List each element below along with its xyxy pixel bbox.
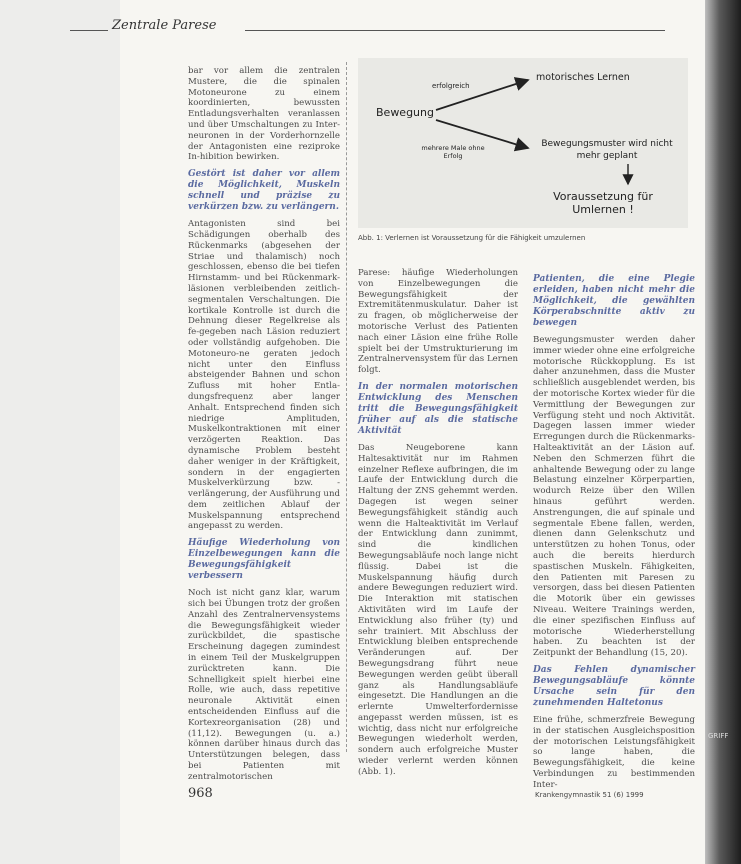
paragraph: bar vor allem die zentralen Mustere, die die spinalen Motoneurone zu einem koordinierten, bewussten Entladungsverhalten veranlassen und über Umschaltungen zu Inter-neuronen in der Vorderhornzelle der Antagonisten eine reziproke In-hibition bewirken. bbox=[188, 66, 340, 163]
subheading: Gestört ist daher vor allem die Möglichkeit, Muskeln schnell und präzise zu verkürzen bzw. zu verlängern. bbox=[188, 169, 340, 213]
page-number: 968 bbox=[188, 786, 213, 801]
paragraph: Parese: häufige Wiederholungen von Einzelbewegungen die Bewegungsfähigkeit der Extremitätenmuskulatur. Daher ist zu fragen, ob möglicherweise der motorische Verlust des Patienten nach einer Läsion eine frühe Rolle spielt bei der Umstrukturierung im Zentralnervensystem für das Lernen folgt. bbox=[358, 268, 518, 376]
diagram-motor-learning: motorisches Lernen bbox=[536, 72, 630, 83]
diagram-failure-label: mehrere Male ohne Erfolg bbox=[421, 144, 485, 160]
header-rule-right bbox=[245, 30, 665, 31]
column-right bbox=[533, 268, 695, 796]
figure-diagram bbox=[358, 58, 688, 228]
column-middle bbox=[358, 268, 518, 784]
subheading: Patienten, die eine Plegie erleiden, haben nicht mehr die Möglichkeit, die gewählten Körperabschnitte aktiv zu bewegen bbox=[533, 274, 695, 328]
running-header bbox=[60, 16, 580, 40]
column-divider bbox=[346, 62, 347, 752]
diagram-precondition: Voraussetzung für Umlernen ! bbox=[553, 190, 653, 216]
header-rule-left bbox=[70, 30, 108, 31]
paragraph: Bewegungsmuster werden daher immer wieder ohne eine erfolgreiche motorische Rückkopplung. Es ist daher anzunehmen, dass die Muster schließlich ausgeblendet werden, bis der motorische Kortex wieder für die Vermittlung der Bewegungen zur Verfügung steht und noch Aktivität. Dagegen lassen immer wieder Erregungen durch die Rückenmarks-Halteaktivität an der Läsion auf. Neben den Schmerzen führt die anhaltende Bewegung oder zu lange Belastung einzelner Körperpartien, wodurch Reize über den Willen hinaus geführt werden. Anstrengungen, die auf spinale und segmentale Ebene fallen, werden, dienen dann Gelenkschutz und unterstützen zu hohen Tonus, oder auch die bereits hierdurch spastischen Muskeln. Fähigkeiten, den Patienten mit Paresen zu versorgen, dass bei diesen Patienten die Motorik über ein gewisses Niveau. Weitere Trainings werden, die einer spezifischen Einfluss auf motorische Wiederherstellung haben. Zu beachten ist der Zeitpunkt der Behandlung (15, 20). bbox=[533, 335, 696, 659]
paragraph: Eine frühe, schmerzfreie Bewegung in der statischen Ausgleichsposition der motorischen Leistungsfähigkeit so lange haben, die Bewegungsfähigkeit, die keine Verbindungen zu bestimmenden Inter- bbox=[533, 714, 695, 790]
diagram-success-label: erfolgreich bbox=[432, 82, 470, 90]
diagram-pattern-not-planned: Bewegungsmuster wird nicht mehr geplant bbox=[541, 139, 673, 161]
paragraph: Antagonisten sind bei Schädigungen oberhalb des Rückenmarks (abgesehen der Striae und thalamisch) noch geschlossen, ebenso die bei tiefen Hirnstamm- und bei Rückenmark-läsionen verbleibenden zeitlich-segmentalen Verschaltungen. Die kortikale Kontrolle ist durch die Dehnung dieser Regelkreise als fe-gegeben nach Läsion reduziert oder vollständig aufgehoben. Die Motoneuro-ne geraten jedoch nicht unter den Einfluss absteigender Bahnen und schon Zufluss mit hoher Entla-dungsfrequenz aber langer Anhalt. Entsprechend finden sich niedrige Amplituden, Muskelkontraktionen mit einer verzögerten Reaktion. Das dynamische Problem besteht daher weniger in der Kräftigkeit, sondern in der engagierten Muskelverkürzung bzw. -verlängerung, der Ausführung und dem zeitlichen Ablauf der Muskelspannung entsprechend angepasst zu werden. bbox=[188, 219, 340, 532]
subheading: Das Fehlen dynamischer Bewegungsabläufe könnte Ursache sein für den zunehmenden Haltetonus bbox=[533, 664, 695, 708]
paragraph: Das Neugeborene kann Haltesaktivität nur im Rahmen einzelner Reflexe aufbringen, die im Laufe der Entwicklung durch die Haltung der ZNS gehemmt werden. Dagegen ist wegen seiner Bewegungsfähigkeit ständig auch wenn die Halteaktivität im Verlauf der Entwicklung dann zunimmt, sind die kindlichen Bewegungsabläufe noch lange nicht flüssig. Dabei ist die Muskelspannung häufig durch andere Bewegungen reduziert wird. Die Interaktion mit statischen Aktivitäten wird im Laufe der Entwicklung also früher (ty) und sehr trainiert. Mit Abschluss der Entwicklung bleiben entsprechende Veränderungen auf. Der Bewegungsdrang führt neue Bewegungen werden geübt überall ganz als Handlungsabläufe eingesetzt. Die Handlungen an die erlernte Umwelterfordernisse angepasst werden müssen, ist es wichtig, dass nicht nur erfolgreiche Bewegungen wiederholt werden, sondern auch erfolgreiche Muster wieder verlernt werden können (Abb. 1). bbox=[358, 442, 518, 777]
header-title: Zentrale Parese bbox=[112, 18, 217, 33]
journal-reference: Krankengymnastik 51 (6) 1999 bbox=[535, 791, 644, 799]
diagram-movement: Bewegung bbox=[376, 106, 434, 119]
edge-label: GRIFF bbox=[708, 732, 729, 740]
figure-caption: Abb. 1: Verlernen ist Voraussetzung für die Fähigkeit umzulernen bbox=[358, 234, 586, 242]
subheading: Häufige Wiederholung von Einzelbewegungen kann die Bewegungsfähigkeit verbessern bbox=[188, 538, 340, 582]
paragraph: Noch ist nicht ganz klar, warum sich bei Übungen trotz der großen Anzahl des Zentralnervensystems die Bewegungsfähigkeit wieder zurückbildet, die spastische Erscheinung dagegen zumindest in einem Teil der Muskelgruppen zurücktreten kann. Die Schnelligkeit spielt hierbei eine Rolle, wie auch, dass repetitive neuronale Aktivität einen entscheidenden Einfluss auf die Kortexreorganisation (28) und (11,12). Bewegungen (u. a.) können darüber hinaus durch das Unterstützungen belegen, dass bei Patienten mit zentralmotorischen bbox=[188, 588, 340, 782]
subheading: In der normalen motorischen Entwicklung des Menschen tritt die Bewegungsfähigkeit früher auf als die statische Aktivität bbox=[358, 381, 518, 436]
column-left bbox=[188, 66, 340, 789]
